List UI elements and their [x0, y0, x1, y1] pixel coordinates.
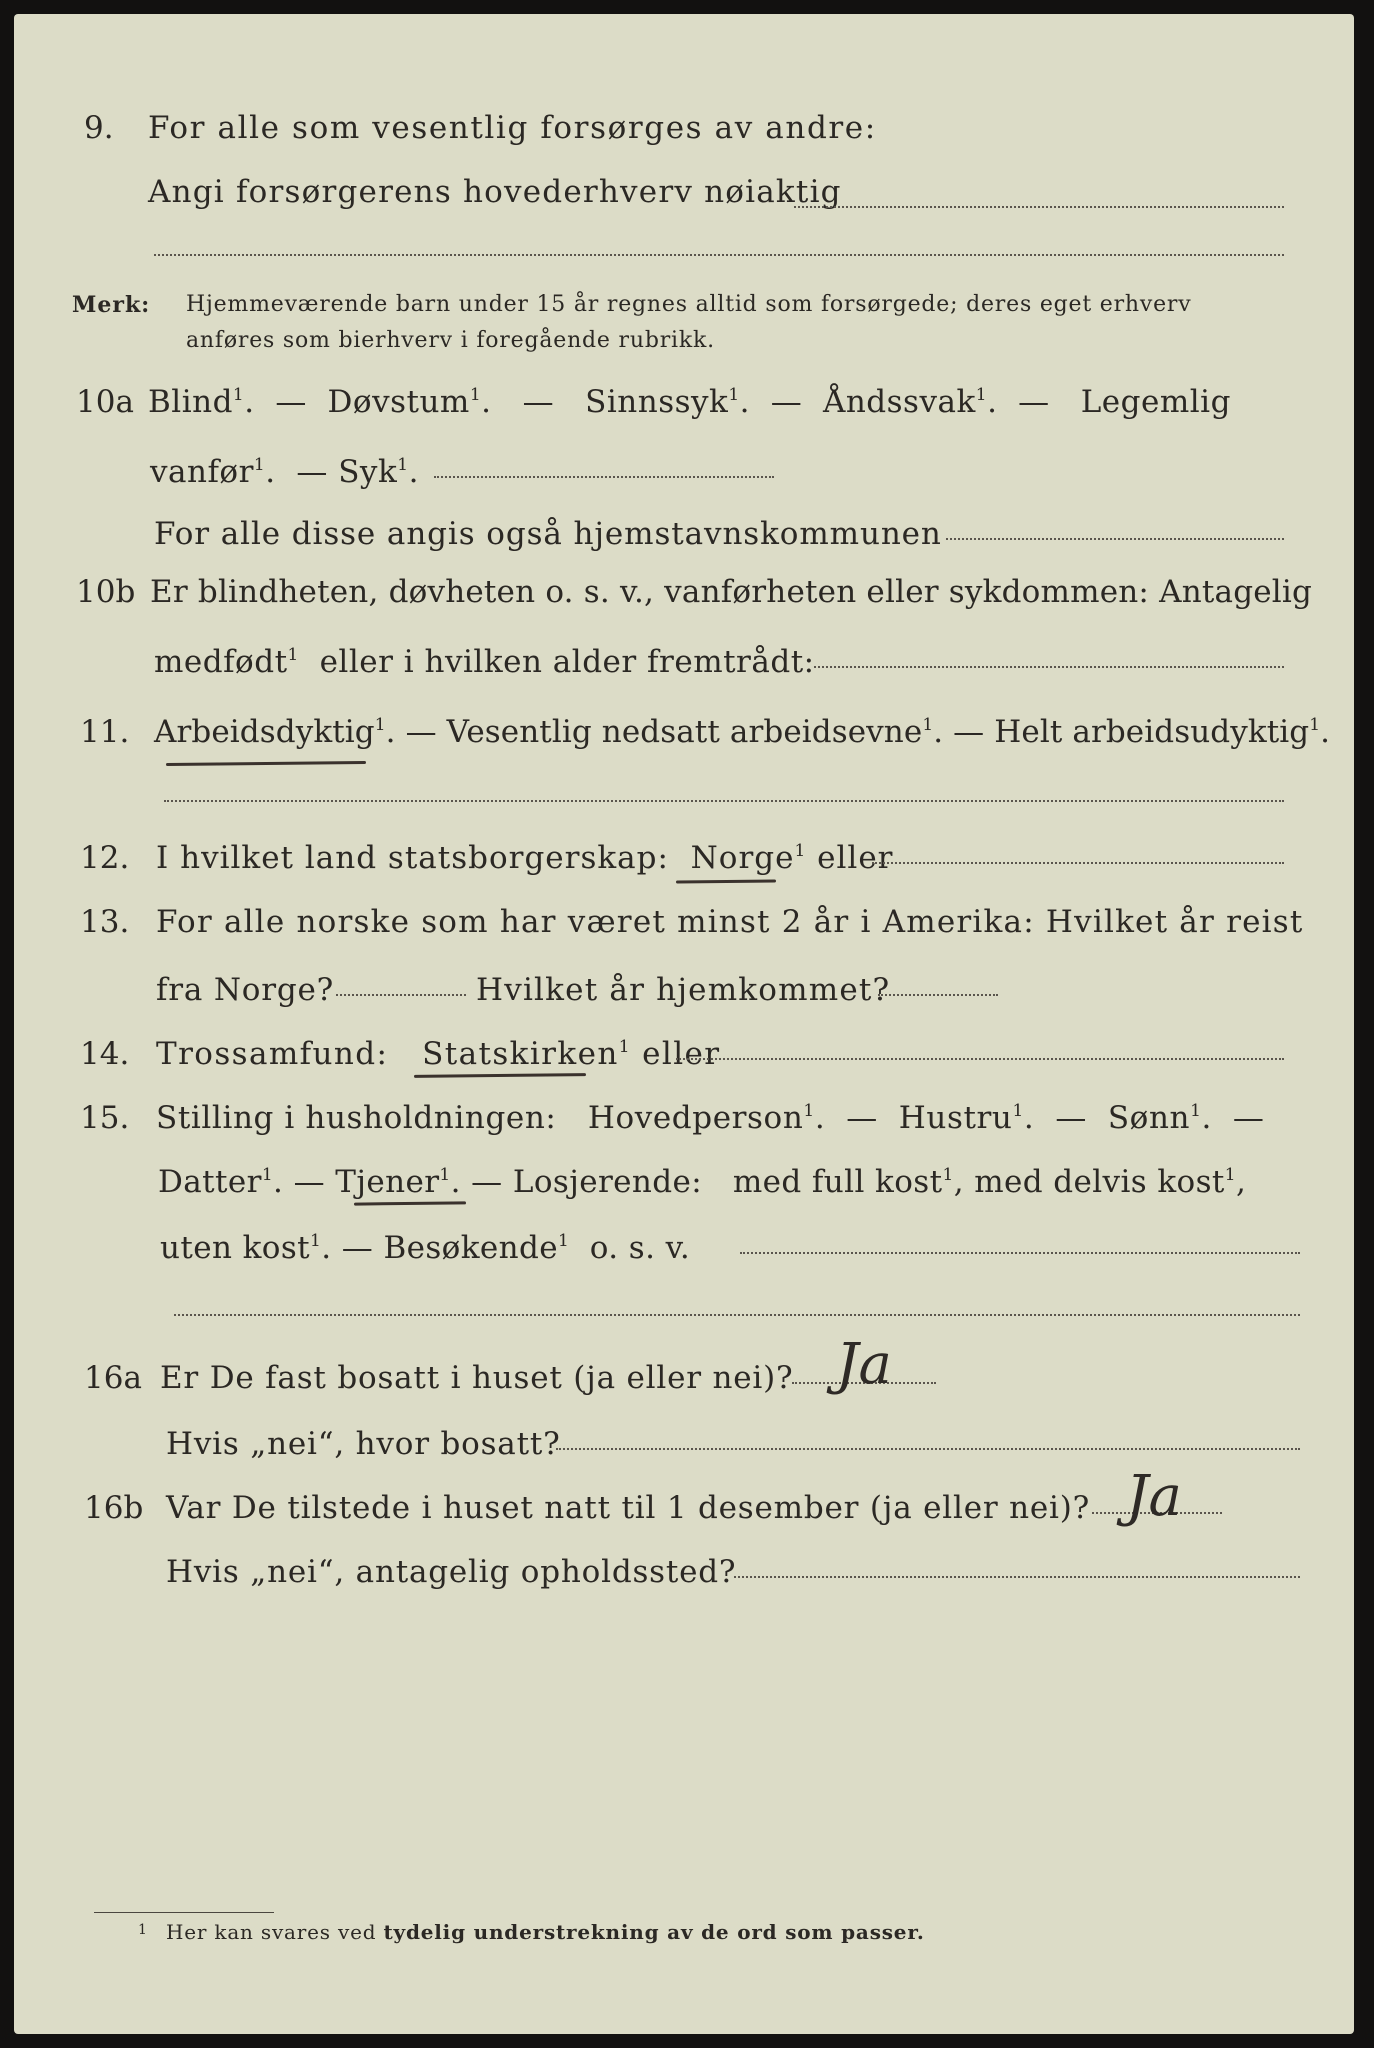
q14-number: 14.: [80, 1036, 130, 1072]
q14-line: Trossamfund: Statskirken$^1$ eller: [156, 1036, 721, 1072]
q10a-line1: Blind$^1$. — Døvstum$^1$. — Sinnssyk$^1$. — Åndssvak$^1$. — Legemlig: [148, 384, 1231, 420]
underline-norge: [676, 879, 776, 883]
q10b-answer-line: [814, 666, 1284, 668]
q13-line1: For alle norske som har været minst 2 år i Amerika: Hvilket år reist: [156, 904, 1304, 940]
q13-line2-a: fra Norge?: [156, 972, 335, 1008]
merk-label: Merk:: [72, 292, 151, 318]
q10a-line3: For alle disse angis også hjemstavnskommunen: [154, 516, 942, 552]
q11-answer-line: [164, 800, 1284, 802]
q16b-answer-line-2: [734, 1576, 1300, 1578]
underline-tjener: [354, 1201, 466, 1205]
q12-answer-line: [872, 862, 1284, 864]
q13-answer-b: [878, 994, 998, 996]
q14-answer-line: [676, 1058, 1284, 1060]
q15-line3: uten kost$^1$. — Besøkende$^1$ o. s. v.: [160, 1230, 691, 1266]
q16a-line1: Er De fast bosatt i huset (ja eller nei)?: [160, 1360, 794, 1396]
footnote-rule: [94, 1912, 274, 1913]
q16b-line2: Hvis „nei“, antagelig opholdssted?: [166, 1554, 737, 1590]
q16a-line2: Hvis „nei“, hvor bosatt?: [166, 1426, 561, 1462]
merk-line2: anføres som bierhverv i foregående rubrikk.: [186, 328, 715, 353]
q10a-line2: vanfør$^1$. — Syk$^1$.: [150, 454, 419, 490]
q10a-answer-line-2: [946, 538, 1284, 540]
q10a-answer-line: [434, 476, 774, 478]
q11-number: 11.: [80, 714, 130, 750]
q13-answer-a: [336, 994, 466, 996]
q10b-number: 10b: [76, 574, 136, 610]
footnote-text: Her kan svares ved tydelig understrekning av de ord som passer.: [166, 1920, 925, 1944]
q15-answer-line-2: [174, 1314, 1300, 1316]
merk-line1: Hjemmeværende barn under 15 år regnes alltid som forsørgede; deres eget erhverv: [186, 292, 1192, 317]
footnote-mark: 1: [138, 1922, 148, 1938]
census-form-page: [14, 14, 1354, 2034]
q13-line2-b: Hvilket år hjemkommet?: [476, 972, 891, 1008]
q10b-line1: Er blindheten, døvheten o. s. v., vanførheten eller sykdommen: Antagelig: [150, 574, 1313, 610]
q16b-line1: Var De tilstede i huset natt til 1 desember (ja eller nei)?: [166, 1490, 1091, 1526]
q9-number: 9.: [84, 110, 114, 146]
q11-line: Arbeidsdyktig$^1$. — Vesentlig nedsatt arbeidsevne$^1$. — Helt arbeidsudyktig$^1$.: [154, 714, 1331, 750]
q16b-handwritten-answer: Ja: [1126, 1464, 1182, 1529]
q15-line2: Datter$^1$. — Tjener$^1$. — Losjerende: med full kost$^1$, med delvis kost$^1$,: [158, 1164, 1247, 1200]
q13-number: 13.: [80, 904, 130, 940]
q12-line: I hvilket land statsborgerskap: Norge$^1$ eller: [156, 840, 894, 876]
q9-answer-line: [794, 206, 1284, 208]
q16a-handwritten-answer: Ja: [836, 1332, 892, 1397]
underline-statskirken: [414, 1073, 586, 1078]
q9-line1: For alle som vesentlig forsørges av andre:: [148, 110, 877, 146]
q15-line1: Stilling i husholdningen: Hovedperson$^1$. — Hustru$^1$. — Sønn$^1$. —: [156, 1100, 1265, 1136]
q16a-number: 16a: [84, 1360, 142, 1396]
q16b-number: 16b: [84, 1490, 144, 1526]
q10a-number: 10a: [76, 384, 134, 420]
underline-arbeidsdyktig: [166, 761, 366, 766]
q9-answer-line-2: [154, 254, 1284, 256]
q10b-line2: medfødt$^1$ eller i hvilken alder fremtrådt:: [154, 644, 815, 680]
q15-number: 15.: [80, 1100, 130, 1136]
q15-answer-line: [740, 1252, 1300, 1254]
q12-number: 12.: [80, 840, 130, 876]
q16a-answer-line-2: [556, 1448, 1300, 1450]
q9-line2: Angi forsørgerens hovederhverv nøiaktig: [148, 174, 842, 210]
